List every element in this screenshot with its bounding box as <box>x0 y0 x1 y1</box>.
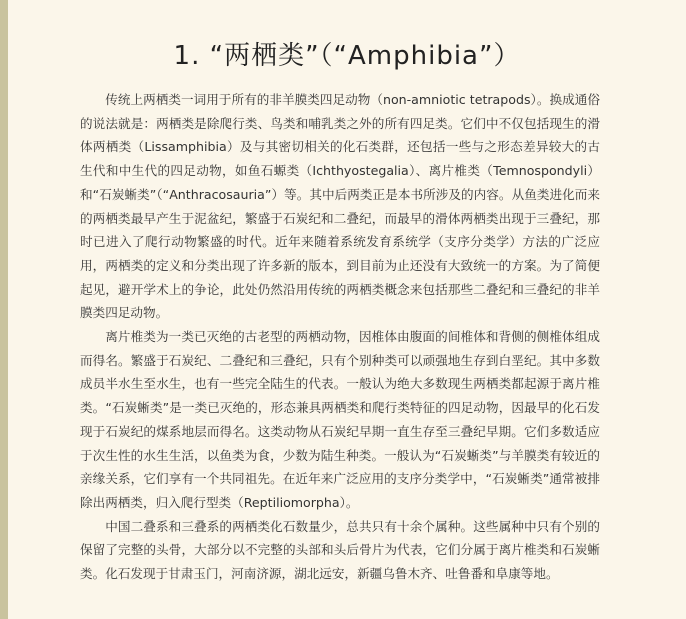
body-text <box>80 88 600 586</box>
section-title: 1. “两栖类”（“Amphibia”） <box>173 41 521 71</box>
paragraph-3: 中国二叠系和三叠系的两栖类化石数量少，总共只有十余个属种。这些属种中只有个别的保留了完整的头骨，大部分以不完整的头部和头后骨片为代表，它们分属于离片椎类和石炭蜥类。化石发现于甘肃玉门，河南济源，湖北远安，新疆乌鲁木齐、吐鲁番和阜康等地。 <box>80 518 600 582</box>
paragraph-1: 传统上两栖类一词用于所有的非羊膜类四足动物（non-amniotic tetrapods）。换成通俗的说法就是：两栖类是除爬行类、鸟类和哺乳类之外的所有四足类。它们中不仅包括现生的滑体两栖类（Lissamphibia）及与其密切相关的化石类群，还包括一些与之形态差异较大的古生代和中生代的四足动物，如鱼石螈类（Ichthyostegalia）、离片椎类（Temnospondyli）和“石炭蜥类”（“Anthracosauria”）等。其中后两类正是本书所涉及的内容。从鱼类进化而来的两栖类最早产生于泥盆纪，繁盛于石炭纪和二叠纪，而最早的滑体两栖类出现于三叠纪，那时已进入了爬行动物繁盛的时代。近年来随着系统发育系统学（支序分类学）方法的广泛应用，两栖类的定义和分类出现了许多新的版本，到目前为止还没有大致统一的方案。为了简便起见，避开学术上的争论，此处仍然沿用传统的两栖类概念来包括那些二叠纪和三叠纪的非羊膜类四足动物。 <box>80 92 600 321</box>
paragraph-2: 离片椎类为一类已灭绝的古老型的两栖动物，因椎体由腹面的间椎体和背侧的侧椎体组成而得名。繁盛于石炭纪、二叠纪和三叠纪，只有个别种类可以顽强地生存到白垩纪。其中多数成员半水生至水生，也有一些完全陆生的代表。一般认为绝大多数现生两栖类都起源于离片椎类。“石炭蜥类”是一类已灭绝的，形态兼具两栖类和爬行类特征的四足动物，因最早的化石发现于石炭纪的煤系地层而得名。这类动物从石炭纪早期一直生存至三叠纪早期。它们多数适应于次生性的水生生活，以鱼类为食，少数为陆生种类。一般认为“石炭蜥类”与羊膜类有较近的亲缘关系，它们享有一个共同祖先。在近年来广泛应用的支序分类学中，“石炭蜥类”通常被排除出两栖类，归入爬行型类（Reptiliomorpha）。 <box>80 329 600 510</box>
page-edge <box>0 0 8 619</box>
document-page <box>8 0 686 619</box>
